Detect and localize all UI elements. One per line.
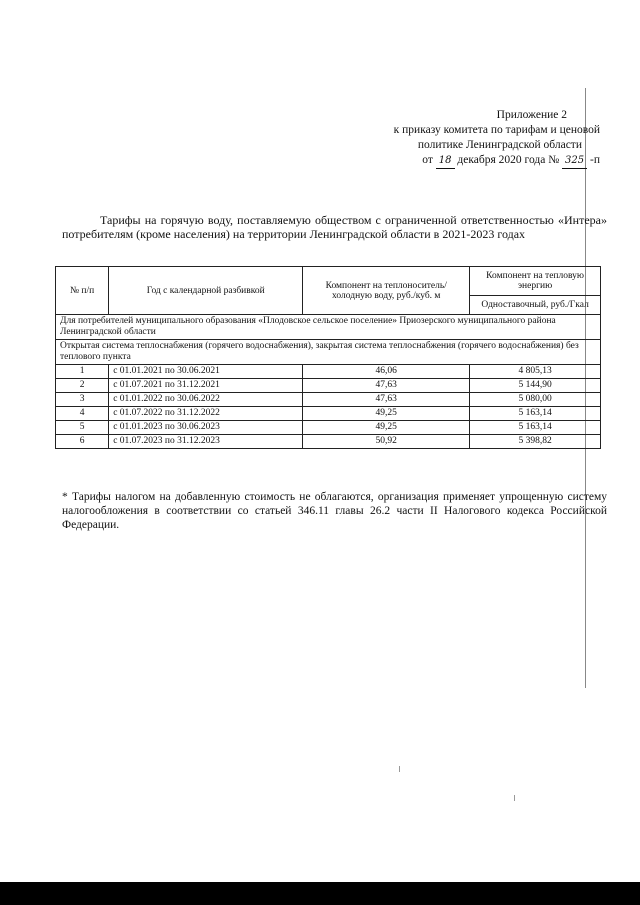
row-num: 4: [56, 407, 109, 421]
row-period: с 01.01.2023 по 30.06.2023: [109, 421, 303, 435]
group-row: [56, 315, 601, 340]
row-carrier: 50,92: [303, 435, 470, 449]
row-energy: 5 144,90: [470, 379, 601, 393]
header-num: № п/п: [56, 267, 109, 315]
table-row: [56, 407, 601, 421]
row-energy: 5 398,82: [470, 435, 601, 449]
row-num: 1: [56, 365, 109, 379]
row-period: с 01.07.2022 по 31.12.2022: [109, 407, 303, 421]
row-period: с 01.07.2021 по 31.12.2021: [109, 379, 303, 393]
tariff-table: [55, 266, 601, 449]
appendix-header: [300, 108, 600, 169]
row-period: с 01.01.2021 по 30.06.2021: [109, 365, 303, 379]
header-energy-sub: Одноставочный, руб./Гкал: [470, 296, 601, 315]
date-middle: декабря 2020 года №: [457, 154, 560, 166]
document-title: [62, 213, 607, 241]
order-reference: к приказу комитета по тарифам и ценовой: [393, 124, 600, 136]
table-row: [56, 435, 601, 449]
row-carrier: 49,25: [303, 421, 470, 435]
row-energy: 5 163,14: [470, 407, 601, 421]
row-num: 6: [56, 435, 109, 449]
table-row: [56, 421, 601, 435]
date-prefix: от: [422, 154, 433, 166]
system-row: [56, 340, 601, 365]
row-energy: 5 163,14: [470, 421, 601, 435]
row-carrier: 47,63: [303, 379, 470, 393]
row-carrier: 49,25: [303, 407, 470, 421]
header-energy: Компонент на тепловую энергию: [470, 267, 601, 296]
scan-speck: [514, 795, 515, 801]
scan-speck: [399, 766, 400, 772]
consumer-group: Для потребителей муниципального образования «Плодовское сельское поселение» Приозерского муниципального района Ленинградской области: [56, 315, 601, 340]
row-num: 5: [56, 421, 109, 435]
title-text: Тарифы на горячую воду, поставляемую обществом с ограниченной ответственностью «Интера» потребителям (кроме населения) на территории Ленинградской области в 2021-2023 годах: [62, 213, 607, 241]
table-row: [56, 365, 601, 379]
row-num: 2: [56, 379, 109, 393]
row-num: 3: [56, 393, 109, 407]
header-period: Год с календарной разбивкой: [109, 267, 303, 315]
row-period: с 01.01.2022 по 30.06.2022: [109, 393, 303, 407]
table-row: [56, 393, 601, 407]
header-carrier: Компонент на теплоноситель/ холодную воду, руб./куб. м: [303, 267, 470, 315]
table-header-row: [56, 267, 601, 296]
table-row: [56, 379, 601, 393]
row-carrier: 46,06: [303, 365, 470, 379]
row-period: с 01.07.2023 по 31.12.2023: [109, 435, 303, 449]
appendix-number: Приложение 2: [496, 109, 567, 121]
row-carrier: 47,63: [303, 393, 470, 407]
row-energy: 5 080,00: [470, 393, 601, 407]
scan-bottom-border: [0, 882, 640, 905]
handwritten-order-number: 325: [562, 153, 587, 169]
order-date-line: [300, 153, 600, 169]
tax-footnote: [62, 490, 607, 532]
row-energy: 4 805,13: [470, 365, 601, 379]
system-type: Открытая система теплоснабжения (горячего водоснабжения), закрытая система теплоснабжения (горячего водоснабжения) без теплового пункта: [56, 340, 601, 365]
order-suffix: -п: [590, 154, 600, 166]
committee-name: политике Ленинградской области: [417, 139, 582, 151]
handwritten-day: 18: [436, 153, 455, 169]
footnote-text: * Тарифы налогом на добавленную стоимость не облагаются, организация применяет упрощенную систему налогообложения в соответствии со статьей 346.11 главы 26.2 части II Налогового кодекса Российской Федерации.: [62, 491, 607, 531]
